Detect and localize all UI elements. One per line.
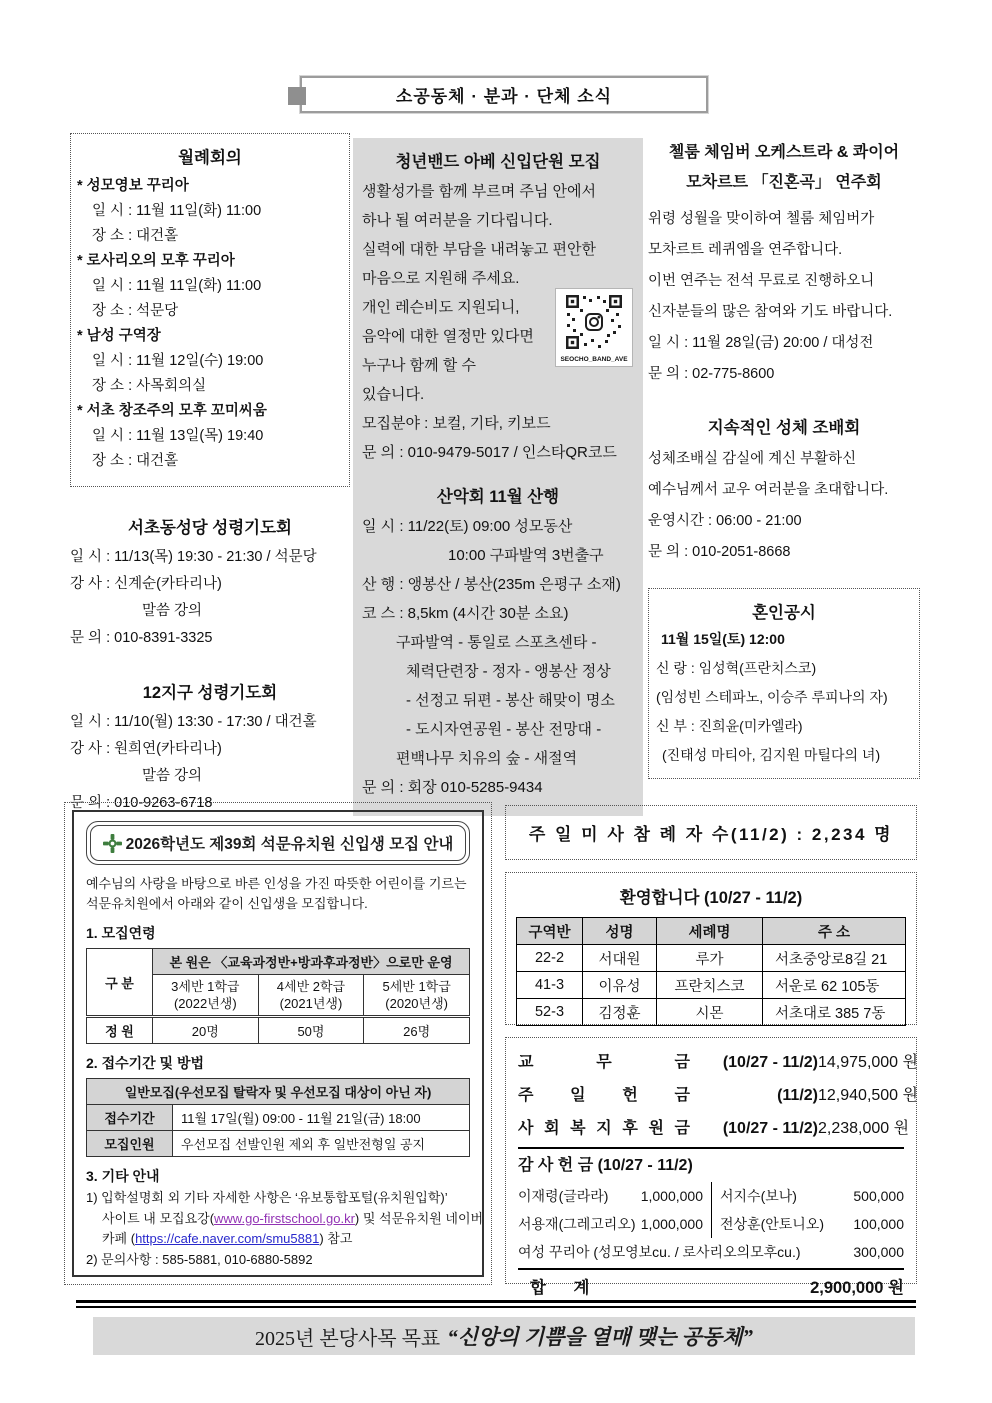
text-line: 일 시 : 11월 28일(금) 20:00 / 대성전 (648, 335, 874, 351)
text-line: 강 사 : 원희연(카타리나) (70, 741, 222, 757)
text-line: 장 소 : 사목회의실 (92, 378, 207, 394)
finance-period: (10/27 - 11/2) (722, 1120, 818, 1137)
text-line: 신 랑 : 임성혁(프란치스코) (656, 660, 817, 676)
kindergarten-notice (72, 810, 484, 1277)
monthly-meeting-box (70, 133, 350, 487)
text-line: 1) 입학설명회 외 기타 자세한 사항은 ‘유보통합포털(유치원입학)’ (86, 1190, 448, 1205)
text-line: 개인 레슨비도 지원되니, (362, 299, 520, 316)
donor-row (711, 1182, 904, 1210)
text-line: 예수님께서 교우 여러분을 초대합니다. (648, 482, 889, 498)
text-line: - 도시자연공원 - 봉산 전망대 - (406, 721, 602, 738)
table-cell: 접수기간 (87, 1105, 173, 1131)
donor-name: 여성 꾸리아 (성모영보cu. / 로사리오의모후cu.) (518, 1244, 801, 1260)
table-row (517, 999, 906, 1026)
group-name: * 성모영보 꾸리아 (77, 178, 189, 194)
column-header: 주 소 (763, 918, 906, 945)
text-line: 일 시 : 11월 12일(수) 19:00 (92, 353, 264, 369)
total-label: 합 계 (530, 1279, 590, 1297)
text-line: 모차르트 레퀴엠을 연주합니다. (648, 242, 843, 258)
donor-name: 서지수(보나) (720, 1188, 797, 1204)
text-line: 신자분들의 많은 참여와 기도 바랍니다. (648, 304, 893, 320)
qr-account-label: SEOCHO_BAND_AVE (560, 356, 628, 363)
class-year: (2020년생) (385, 996, 448, 1011)
text-line: (임성빈 스테파노, 이승주 루피나의 자) (656, 689, 888, 705)
kindergarten-badge (86, 821, 470, 865)
kindergarten-badge-title: 2026학년도 제39회 석문유치원 신입생 모집 안내 (125, 836, 454, 853)
text-line: 예수님의 사랑을 바탕으로 바른 인성을 가진 따뜻한 어린이를 기르는 (86, 876, 467, 891)
text-line: 문 의 : 회장 010-5285-9434 (362, 779, 543, 796)
text-line: 말씀 강의 (142, 603, 203, 619)
table-cell: 20명 (153, 1017, 259, 1044)
adoration-section (648, 414, 920, 568)
footer-banner (93, 1317, 915, 1355)
text-line: 있습니다. (362, 386, 425, 403)
page-title: 소공동체 · 분과 · 단체 소식 (395, 87, 613, 106)
section3-heading: 3. 기타 안내 (86, 1168, 160, 1184)
text-fragment: 카페 ( (102, 1231, 136, 1246)
list-item (77, 249, 343, 324)
table-cell: 서초중앙로8길 21 (763, 945, 906, 972)
table-cell: 26명 (364, 1017, 470, 1044)
donor-amount: 100,000 (853, 1216, 904, 1232)
monthly-meeting-title: 월례회의 (178, 149, 242, 167)
text-line: 석문유치원에서 아래와 같이 신입생을 모집합니다. (86, 896, 368, 911)
donor-amount: 1,000,000 (640, 1216, 703, 1232)
table-cell: 일반모집(우선모집 탈락자 및 우선모집 대상이 아닌 자) (87, 1079, 470, 1105)
text-line: 마음으로 지원해 주세요. (362, 270, 520, 287)
thanks-offering-title: 감 사 헌 금 (10/27 - 11/2) (518, 1157, 693, 1174)
text-line: 10:00 구파발역 3번출구 (448, 547, 604, 564)
welcome-title: 환영합니다 (10/27 - 11/2) (619, 889, 803, 907)
finance-label: 교 무 금 (518, 1054, 690, 1071)
text-line: 문 의 : 010-8391-3325 (70, 630, 213, 646)
donor-grid (518, 1182, 904, 1238)
list-item (77, 324, 343, 399)
text-line (86, 1229, 470, 1250)
text-line: 성체조배실 감실에 계신 부활하신 (648, 451, 857, 467)
qr-code-icon (564, 293, 624, 351)
kindergarten-notice-outer (64, 802, 492, 1285)
marriage-banns-box (648, 588, 920, 779)
table-cell: 정 원 (87, 1017, 153, 1044)
text-line: 체력단련장 - 정자 - 앵봉산 정상 (406, 663, 611, 680)
class-name: 4세반 2학급 (276, 979, 346, 994)
table-cell: 프란치스코 (657, 972, 763, 999)
mass-attendance-box (505, 805, 917, 860)
table-cell: 52-3 (517, 999, 583, 1026)
donor-amount: 500,000 (853, 1188, 904, 1204)
table-cell: 41-3 (517, 972, 583, 999)
application-table (86, 1078, 470, 1157)
right-column (648, 138, 920, 779)
class-year: (2021년생) (279, 996, 343, 1011)
text-line: 이번 연주는 전석 무료로 진행하오니 (648, 273, 875, 289)
text-line: 편백나무 치유의 숲 - 새절역 (396, 750, 578, 767)
hiking-title: 산악회 11월 산행 (436, 488, 560, 506)
table-cell: 모집인원 (87, 1131, 173, 1157)
finance-box (505, 1037, 918, 1297)
section1-heading: 1. 모집연령 (86, 925, 156, 941)
group-name: * 남성 구역장 (77, 328, 161, 344)
footer-goal-quote: “신앙의 기쁨을 열매 맺는 공동체” (447, 1325, 753, 1349)
table-cell: 우선모집 선발인원 제외 후 일반전형일 공지 (173, 1131, 470, 1157)
instagram-qr-code (555, 288, 633, 367)
finance-amount: 12,940,500 원 (818, 1087, 918, 1104)
table-cell: 서대원 (583, 945, 657, 972)
naver-cafe-link[interactable]: https://cafe.naver.com/smu5881 (135, 1231, 320, 1246)
group-name: * 로사리오의 모후 꾸리아 (77, 253, 235, 269)
finance-label: 사 회 복 지 후 원 금 (518, 1120, 690, 1137)
finance-row (518, 1112, 910, 1145)
donor-row (518, 1238, 904, 1266)
text-line: 2) 문의사항 : 585-5881, 010-6880-5892 (86, 1251, 313, 1267)
finance-row (518, 1046, 918, 1079)
column-header: 세례명 (657, 918, 763, 945)
text-line: 일 시 : 11/10(월) 13:30 - 17:30 / 대건홀 (70, 714, 317, 730)
text-fragment: ) 및 석문유치원 네이버 (354, 1210, 484, 1226)
text-line: 말씀 강의 (142, 768, 203, 784)
middle-column (353, 138, 643, 816)
section-title: 서초동성당 성령기도회 (128, 519, 292, 537)
table-cell: 루가 (657, 945, 763, 972)
text-line: 음악에 대한 열정만 있다면 (362, 328, 534, 345)
finance-amount: 2,238,000 원 (818, 1120, 910, 1137)
column-header: 구역반 (517, 918, 583, 945)
table-cell: 김정훈 (583, 999, 657, 1026)
marriage-datetime: 11월 15일(토) 12:00 (661, 631, 785, 647)
text-line: 문 의 : 010-9263-6718 (70, 795, 213, 811)
text-line: 문 의 : 010-9479-5017 / 인스타QR코드 (362, 444, 617, 461)
text-line: 강 사 : 신계순(카타리나) (70, 576, 222, 592)
class-name: 3세반 1학급 (171, 979, 240, 994)
left-column (70, 133, 350, 817)
table-cell (364, 975, 470, 1017)
text-line: 생활성가를 함께 부르며 주님 안에서 (362, 183, 597, 200)
text-line: 누구나 함께 할 수 (362, 357, 476, 374)
total-amount: 2,900,000 원 (810, 1279, 904, 1297)
donor-row (518, 1210, 711, 1238)
text-line: 코 스 : 8,5km (4시간 30분 소요) (362, 605, 569, 622)
list-item (77, 174, 343, 249)
section-title: 12지구 성령기도회 (142, 684, 278, 702)
text-line: 산 행 : 앵봉산 / 봉산(235m 은평구 소재) (362, 576, 621, 593)
donor-name: 서용재(그레고리오) (518, 1216, 636, 1232)
footer-double-rule (76, 1300, 916, 1308)
table-cell (258, 975, 364, 1017)
age-table (86, 948, 470, 1044)
table-row (517, 945, 906, 972)
text-line: 구파발역 - 통일로 스포츠센타 - (396, 634, 597, 651)
footer-goal-prefix: 2025년 본당사목 목표 (255, 1327, 441, 1350)
text-line: 일 시 : 11월 11일(화) 11:00 (92, 278, 262, 294)
kindergarten-intro (86, 874, 470, 914)
table-cell: 50명 (258, 1017, 364, 1044)
finance-label: 주 일 헌 금 (518, 1087, 690, 1104)
table-cell: 본 원은 〈교육과정반+방과후과정반〉으로만 운영 (153, 949, 470, 975)
kindergarten-logo-icon (103, 834, 122, 853)
section2-heading: 2. 접수기간 및 방법 (86, 1055, 205, 1071)
district12-prayer-section (70, 679, 350, 817)
text-line: 운영시간 : 06:00 - 21:00 (648, 513, 802, 529)
class-name: 5세반 1학급 (382, 979, 451, 994)
donor-name: 이재령(글라라) (518, 1188, 609, 1204)
table-cell: 서초대로 385 7동 (763, 999, 906, 1026)
finance-row (518, 1079, 918, 1112)
table-row (517, 972, 906, 999)
text-line: 장 소 : 석문당 (92, 303, 179, 319)
text-line: 일 시 : 11/22(토) 09:00 성모동산 (362, 518, 573, 535)
text-line: - 선정고 뒤편 - 봉산 해맞이 명소 (406, 692, 615, 709)
text-line: 하나 될 여러분을 기다립니다. (362, 212, 553, 229)
table-cell: 11월 17일(월) 09:00 - 11월 21일(금) 18:00 (173, 1105, 470, 1131)
text-line: 모집분야 : 보컬, 기타, 키보드 (362, 415, 551, 432)
text-line: 장 소 : 대건홀 (92, 228, 179, 244)
text-line: 장 소 : 대건홀 (92, 453, 179, 469)
table-cell (153, 975, 259, 1017)
finance-period: (11/2) (777, 1087, 818, 1104)
mass-attendance-text: 주 일 미 사 참 례 자 수(11/2) : 2,234 명 (528, 825, 894, 844)
text-line: 문 의 : 02-775-8600 (648, 366, 775, 382)
text-line: 일 시 : 11월 11일(화) 11:00 (92, 203, 262, 219)
finance-amount: 14,975,000 원 (818, 1054, 918, 1071)
table-cell: 이유성 (583, 972, 657, 999)
adoration-title: 지속적인 성체 조배회 (707, 419, 861, 437)
text-fragment: ) 참고 (319, 1231, 353, 1246)
welcome-table (516, 917, 906, 1026)
donor-row (518, 1182, 711, 1210)
table-cell: 서운로 62 105동 (763, 972, 906, 999)
concert-title-line1: 첼룸 체임버 오케스트라 & 콰이어 (668, 144, 900, 161)
text-line: 위령 성월을 맞이하여 첼룸 체임버가 (648, 211, 875, 227)
donor-amount: 1,000,000 (640, 1188, 703, 1204)
welcome-box (505, 872, 917, 1025)
divider (518, 1147, 904, 1149)
table-header-row (517, 918, 906, 945)
column-header: 성명 (583, 918, 657, 945)
text-line: 일 시 : 11월 13일(목) 19:40 (92, 428, 264, 444)
marriage-title: 혼인공시 (752, 604, 816, 622)
text-line: 실력에 대한 부담을 내려놓고 편안한 (362, 241, 597, 258)
list-item (77, 399, 343, 474)
table-cell: 구 분 (87, 949, 153, 1017)
donor-row (711, 1210, 904, 1238)
finance-period: (10/27 - 11/2) (722, 1054, 818, 1071)
group-name: * 서초 창조주의 모후 꼬미씨움 (77, 403, 267, 419)
class-year: (2022년생) (173, 996, 237, 1011)
donor-amount: 300,000 (853, 1244, 904, 1260)
text-line: (진태성 마티아, 김지원 마틸다의 녀) (662, 747, 881, 763)
seocho-prayer-section (70, 514, 350, 652)
portal-link[interactable]: www.go-firstschool.go.kr (214, 1210, 355, 1226)
text-line: 신 부 : 진희윤(미카엘라) (656, 718, 803, 734)
text-line: 문 의 : 010-2051-8668 (648, 544, 791, 560)
band-recruit-title: 청년밴드 아베 신입단원 모집 (395, 153, 601, 171)
table-cell: 22-2 (517, 945, 583, 972)
table-cell: 시몬 (657, 999, 763, 1026)
concert-section (648, 138, 920, 390)
text-fragment: 사이트 내 모집요강( (102, 1210, 215, 1226)
text-line (86, 1209, 484, 1230)
header-square-bullet-icon (288, 87, 306, 105)
concert-title-line2: 모차르트 「진혼곡」 연주회 (686, 174, 882, 191)
text-line: 일 시 : 11/13(목) 19:30 - 21:30 / 석문당 (70, 549, 317, 565)
donor-name: 전상훈(안토니오) (720, 1216, 824, 1232)
section-header-box (300, 76, 708, 113)
